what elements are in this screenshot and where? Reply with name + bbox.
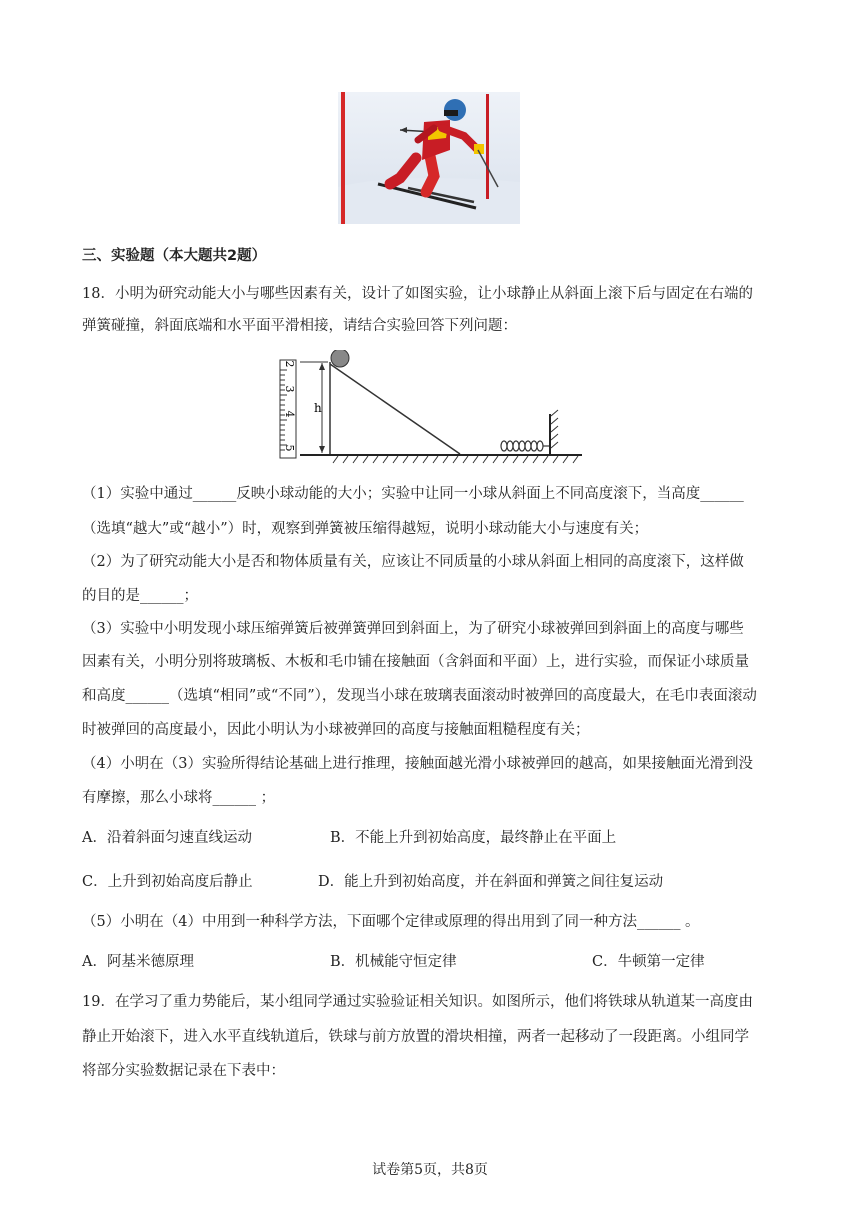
ruler-tick-5: 5 [283, 444, 296, 452]
q18-option-5c: C．牛顿第一定律 [592, 954, 705, 970]
q18-part2-line-2: 的目的是______； [82, 588, 198, 604]
q18-part5: （5）小明在（4）中用到一种科学方法，下面哪个定律或原理的得出用到了同一种方法______ 。 [82, 914, 700, 930]
q18-part2-line-1: （2）为了研究动能大小是否和物体质量有关，应该让不同质量的小球从斜面上相同的高度滚下，这样做 [82, 554, 744, 570]
q18-option-4d: D．能上升到初始高度，并在斜面和弹簧之间往复运动 [318, 874, 664, 890]
q19-stem-line-2: 静止开始滚下，进入水平直线轨道后，铁球与前方放置的滑块相撞，两者一起移动了一段距离。小组同学 [82, 1029, 749, 1045]
q18-option-5a: A．阿基米德原理 [82, 954, 194, 970]
q18-part3-line-3: 和高度______（选填“相同”或“不同”），发现当小球在玻璃表面滚动时被弹回的高度最大，在毛巾表面滚动 [82, 688, 757, 704]
skier-photo [338, 92, 520, 224]
q18-stem-line-1: 18．小明为研究动能大小与哪些因素有关，设计了如图实验，让小球静止从斜面上滚下后与固定在右端的 [82, 286, 753, 302]
q18-part4-line-2: 有摩擦，那么小球将______ ； [82, 790, 276, 806]
q18-part1-line-1: （1）实验中通过______反映小球动能的大小；实验中让同一小球从斜面上不同高度滚下，当高度______ [82, 486, 744, 502]
section-title: 三、实验题（本大题共2题） [82, 248, 267, 264]
page-footer: 试卷第5页，共8页 [372, 1162, 488, 1178]
q18-part3-line-1: （3）实验中小明发现小球压缩弹簧后被弹簧弹回到斜面上，为了研究小球被弹回到斜面上的高度与哪些 [82, 621, 744, 637]
q18-option-4b: B．不能上升到初始高度，最终静止在平面上 [330, 830, 617, 846]
q19-stem-line-1: 19．在学习了重力势能后，某小组同学通过实验验证相关知识。如图所示，他们将铁球从轨道某一高度由 [82, 994, 753, 1010]
q18-option-4a: A．沿着斜面匀速直线运动 [82, 830, 252, 846]
q18-part4-line-1: （4）小明在（3）实验所得结论基础上进行推理，接触面越光滑小球被弹回的越高，如果接触面光滑到没 [82, 756, 753, 772]
q18-part3-line-4: 时被弹回的高度最小，因此小明认为小球被弹回的高度与接触面粗糙程度有关； [82, 722, 590, 738]
ruler-tick-3: 3 [283, 385, 296, 393]
q19-stem-line-3: 将部分实验数据记录在下表中： [82, 1063, 285, 1079]
height-label: h [314, 401, 322, 415]
q18-option-4c: C．上升到初始高度后静止 [82, 874, 253, 890]
q18-stem-line-2: 弹簧碰撞，斜面底端和水平面平滑相接，请结合实验回答下列问题： [82, 318, 517, 334]
ramp-spring-diagram [278, 350, 584, 466]
q18-option-5b: B．机械能守恒定律 [330, 954, 457, 970]
ruler-tick-4: 4 [283, 410, 296, 418]
ruler-tick-2: 2 [283, 360, 296, 368]
q18-part3-line-2: 因素有关，小明分别将玻璃板、木板和毛巾铺在接触面（含斜面和平面）上，进行实验，而保证小球质量 [82, 654, 749, 670]
q18-part1-line-2: （选填“越大”或“越小”）时，观察到弹簧被压缩得越短，说明小球动能大小与速度有关； [82, 521, 649, 537]
